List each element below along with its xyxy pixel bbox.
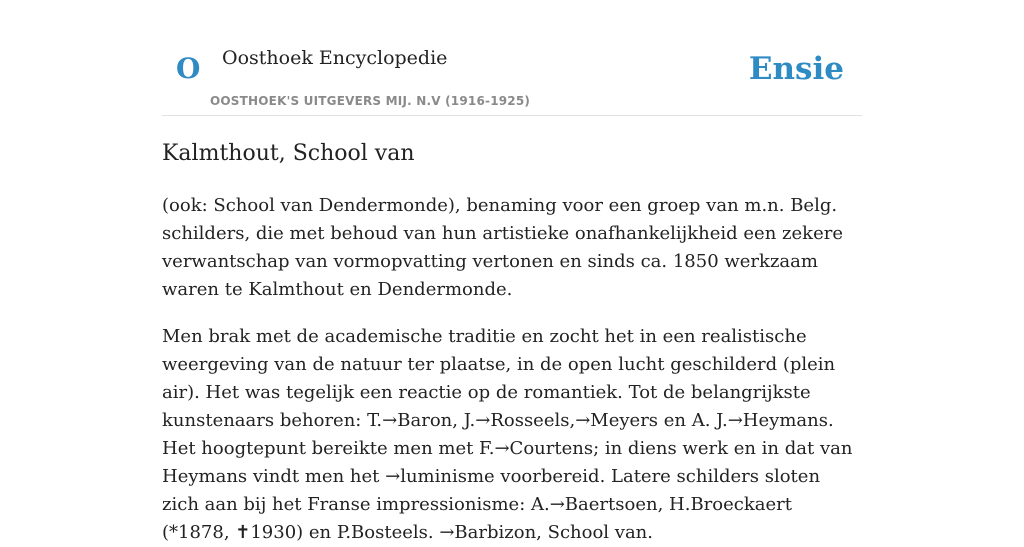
paragraph-text: en A. J. bbox=[658, 410, 728, 431]
link-heymans[interactable]: →Heymans bbox=[727, 410, 828, 431]
link-luminisme[interactable]: →luminisme bbox=[385, 466, 495, 487]
paragraph-text: Men brak met de academische traditie en zocht het in een realistische weergeving van de natuur ter plaatse, in de open lucht geschilderd (plein air). Het was tegelijk een reactie op de romantiek. Tot de belangrijkste kunstenaars behoren: T. bbox=[162, 326, 836, 431]
paragraph-text: , H.Broeckaert (*1878, ✝1930) en P.Bosteels. bbox=[162, 494, 792, 543]
link-baertsoen[interactable]: →Baertsoen bbox=[549, 494, 658, 515]
site-title[interactable]: Oosthoek Encyclopedie bbox=[222, 47, 448, 69]
article-paragraph-1: (ook: School van Dendermonde), benaming voor een groep van m.n. Belg. schilders, die met behoud van hun artistieke onafhankelijkheid een zekere verwantschap van vormopvatting vertonen en sinds ca. 1850 werkzaam waren te Kalmthout en Dendermonde. bbox=[162, 195, 843, 300]
article bbox=[162, 136, 862, 547]
paragraph-text: voorbereid. Latere schilders sloten zich aan bij het Franse impressionisme: A. bbox=[162, 466, 821, 515]
logo-icon[interactable]: O bbox=[176, 52, 201, 85]
ensie-brand-link[interactable]: Ensie bbox=[748, 51, 844, 87]
paragraph-text: . Het hoogtepunt bereikte men met F. bbox=[162, 410, 834, 459]
site-subtitle: OOSTHOEK'S UITGEVERS MIJ. N.V (1916-1925) bbox=[210, 94, 531, 108]
site-header bbox=[162, 0, 862, 116]
link-courtens[interactable]: →Courtens bbox=[494, 438, 594, 459]
article-title: Kalmthout, School van bbox=[162, 141, 415, 166]
paragraph-text: . bbox=[647, 522, 654, 543]
paragraph-text: , bbox=[569, 410, 576, 431]
paragraph-text: , J. bbox=[452, 410, 476, 431]
paragraph-text: ; in diens werk en in dat van Heymans vindt men het bbox=[162, 438, 853, 487]
link-meyers[interactable]: →Meyers bbox=[575, 410, 659, 431]
link-rosseels[interactable]: →Rosseels bbox=[475, 410, 570, 431]
link-barbizon[interactable]: →Barbizon, School van bbox=[439, 522, 648, 543]
link-baron[interactable]: →Baron bbox=[382, 410, 453, 431]
article-paragraph-2 bbox=[162, 323, 862, 547]
